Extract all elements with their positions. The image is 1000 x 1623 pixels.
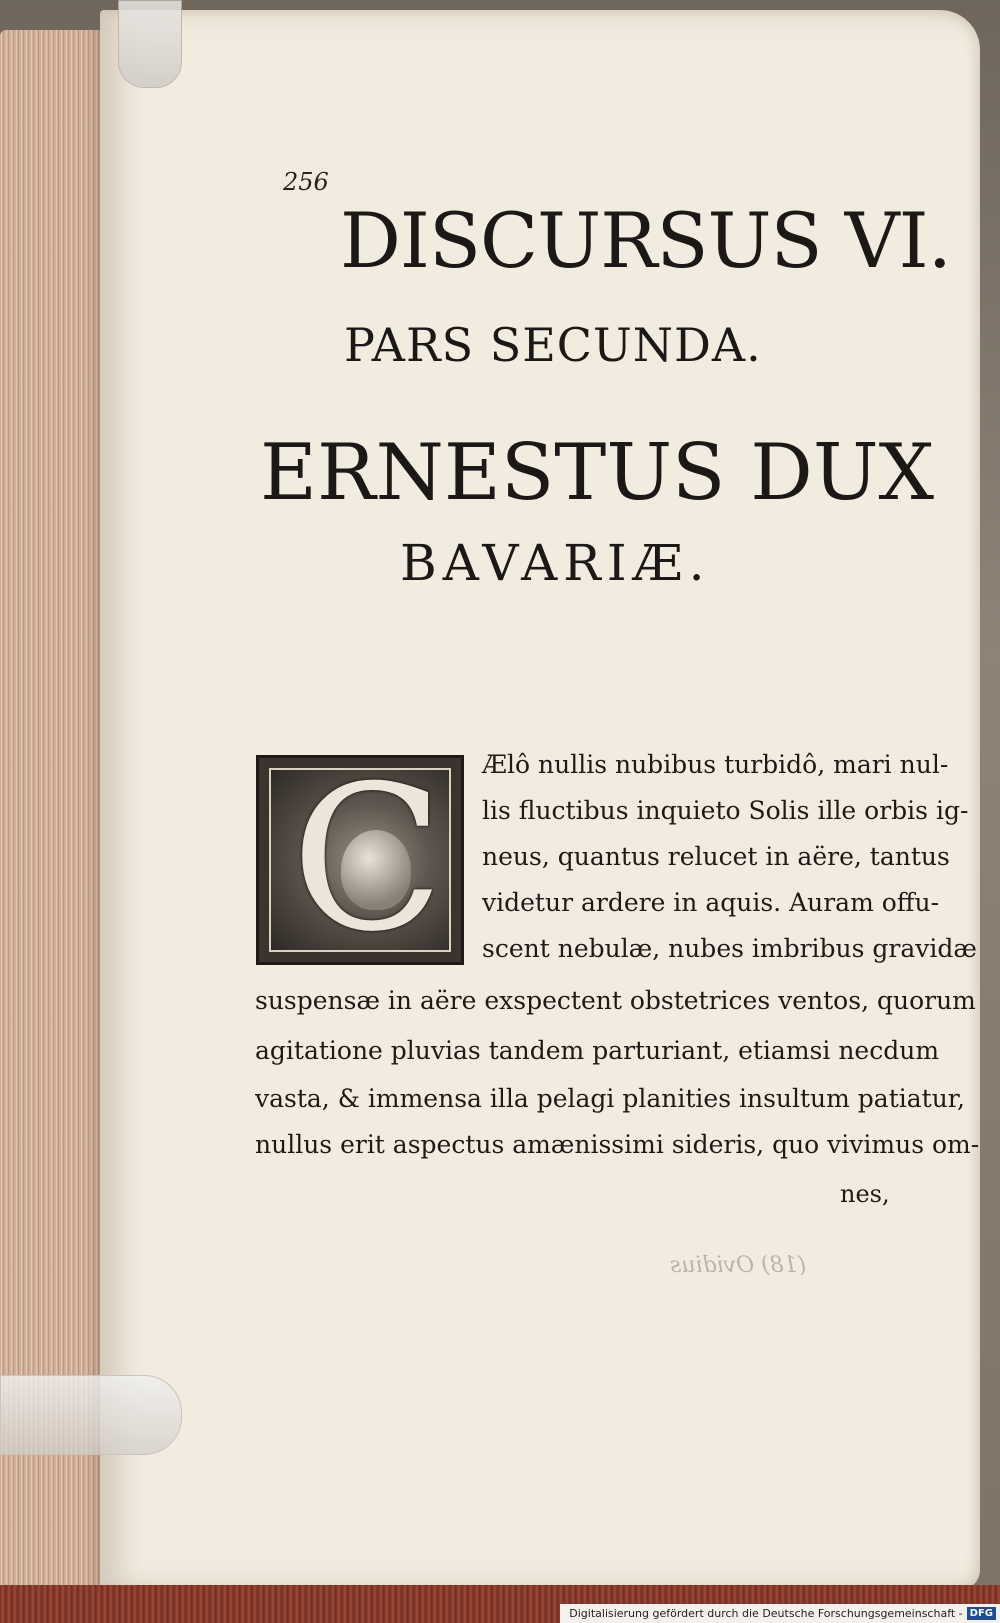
- body-line: vasta, & immensa illa pelagi planities insultum patiatur,: [255, 1084, 965, 1113]
- body-line: Ælô nullis nubibus turbidô, mari nul-: [482, 750, 949, 779]
- body-line: scent nebulæ, nubes imbribus gravidæ: [482, 934, 977, 963]
- title-pars: PARS SECUNDA.: [344, 318, 762, 372]
- decorated-initial: [256, 743, 464, 976]
- catchword: nes,: [840, 1180, 890, 1208]
- body-line: lis fluctibus inquieto Solis ille orbis ig-: [482, 796, 969, 825]
- initial-letter: C: [291, 743, 445, 976]
- body-line: neus, quantus relucet in aëre, tantus: [482, 842, 950, 871]
- title-ernestus: ERNESTUS DUX: [260, 428, 935, 518]
- dfg-credit-text: Digitalisierung gefördert durch die Deutsche Forschungsgemeinschaft -: [569, 1607, 963, 1620]
- bookmark-tab-bottom: [0, 1375, 182, 1455]
- body-line: agitatione pluvias tandem parturiant, etiamsi necdum: [255, 1036, 940, 1065]
- page-number: 256: [283, 168, 329, 196]
- dfg-logo-icon: DFG: [967, 1607, 996, 1620]
- footnote-bleed-through: (18) Ovidius: [670, 1253, 807, 1278]
- title-discursus: DISCURSUS VI.: [340, 196, 951, 285]
- dfg-credit-bar: [560, 1604, 1000, 1623]
- body-line: nullus erit aspectus amænissimi sideris, quo vivimus om-: [255, 1130, 980, 1159]
- initial-frame: [269, 743, 451, 976]
- body-line: videtur ardere in aquis. Auram offu-: [482, 888, 940, 917]
- body-line: suspensæ in aëre exspectent obstetrices ventos, quorum: [255, 986, 976, 1015]
- bookmark-tab: [118, 0, 182, 88]
- title-bavariae: BAVARIÆ.: [400, 534, 711, 592]
